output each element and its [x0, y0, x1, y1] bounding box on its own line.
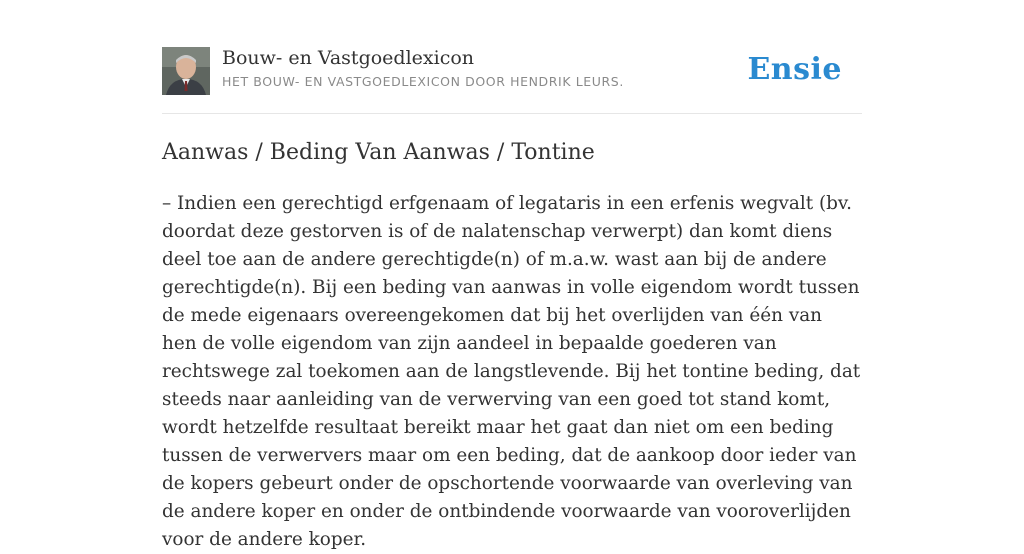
author-avatar[interactable] [162, 47, 210, 95]
header-divider [162, 113, 862, 114]
site-title[interactable]: Bouw- en Vastgoedlexicon [222, 47, 475, 69]
site-header [162, 46, 862, 96]
ensie-logo[interactable]: Ensie [747, 52, 842, 87]
site-subtitle: HET BOUW- EN VASTGOEDLEXICON DOOR HENDRIK LEURS. [222, 74, 624, 89]
entry-body: – Indien een gerechtigd erfgenaam of legataris in een erfenis wegvalt (bv. doordat deze gestorven is of de nalatenschap verwerpt) dan komt diens deel toe aan de andere gerechtigde(n) of m.a.w. wast aan bij de andere gerechtigde(n). Bij een beding van aanwas in volle eigendom wordt tussen de mede eigenaars overeengekomen dat bij het overlijden van één van hen de volle eigendom van zijn aandeel in bepaalde goederen van rechtswege zal toekomen aan de langstlevende. Bij het tontine beding, dat steeds naar aanleiding van de verwerving van een goed tot stand komt, wordt hetzelfde resultaat bereikt maar het gaat dan niet om een beding tussen de verwervers maar om een beding, dat de aankoop door ieder van de kopers gebeurt onder de opschortende voorwaarde van overleving van de andere koper en onder de ontbindende voorwaarde van vooroverlijden voor de andere koper. [162, 193, 861, 550]
entry-title: Aanwas / Beding Van Aanwas / Tontine [162, 140, 595, 165]
avatar-image [162, 47, 210, 95]
